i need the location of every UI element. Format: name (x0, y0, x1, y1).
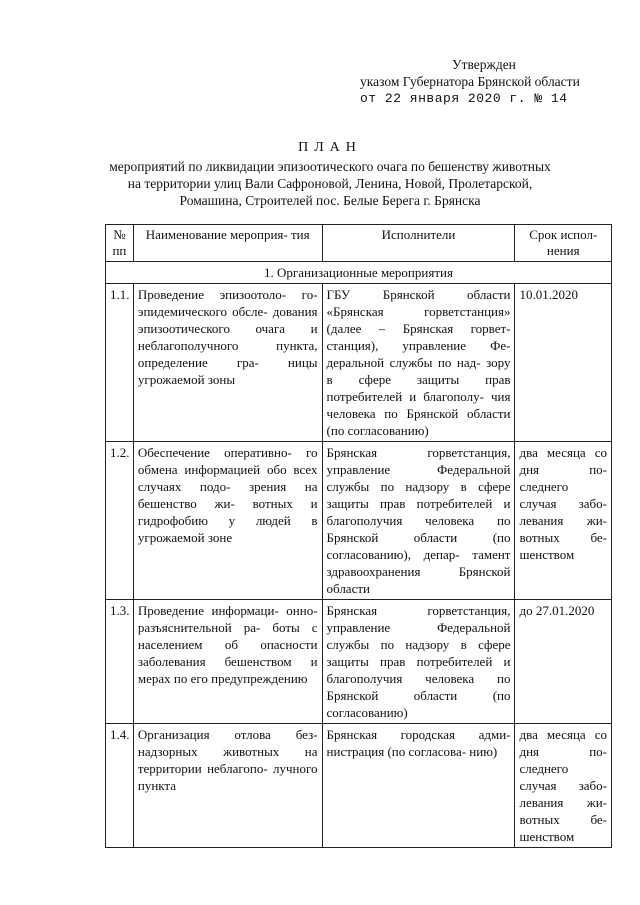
row-executors: Брянская горветстанция, управление Федеральной службы по надзору в сфере защиты прав потребителей и благополучия человека по Брянской области (по согласованию), депар- тамент здравоохранения Брянской области (322, 442, 515, 600)
approval-line-date-number: от 22 января 2020 г. № 14 (360, 91, 568, 106)
table-row (106, 724, 612, 848)
table-row (106, 442, 612, 600)
row-executors: Брянская горветстанция, управление Федеральной службы по надзору в сфере защиты прав потребителей и благополучия человека по Брянской области (по согласованию) (322, 600, 515, 724)
subtitle-line-1: мероприятий по ликвидации эпизоотического очага по бешенству животных (109, 159, 551, 174)
approval-line-decree: указом Губернатора Брянской области (360, 74, 580, 89)
plan-table (105, 224, 612, 848)
row-name: Проведение информаци- онно-разъяснительной ра- боты с населением об опасности заболевания бешенством и мерах по его предупреждению (133, 600, 322, 724)
row-name: Организация отлова без- надзорных животных на территории неблагопо- лучного пункта (133, 724, 322, 848)
row-name: Проведение эпизоотоло- го-эпидемического обсле- дования эпизоотического очага и неблагополучного пункта, определение гра- ницы угрожаемой зоны (133, 284, 322, 442)
row-num: 1.3. (106, 600, 134, 724)
row-term: два месяца со дня по- следнего случая забо- левания жи- вотных бе- шенством (515, 442, 612, 600)
section-row (106, 262, 612, 284)
row-name: Обеспечение оперативно- го обмена информацией обо всех случаях подо- зрения на бешенство жи- вотных и гидрофобию у людей в угрожаемой зоне (133, 442, 322, 600)
subtitle-line-2: на территории улиц Вали Сафроновой, Ленина, Новой, Пролетарской, (127, 176, 533, 191)
row-num: 1.1. (106, 284, 134, 442)
document-subtitle (90, 158, 570, 209)
subtitle-line-3: Ромашина, Строителей пос. Белые Берега г. Брянска (179, 193, 481, 208)
header-term: Срок испол- нения (515, 225, 612, 262)
table-header-row (106, 225, 612, 262)
table-row (106, 284, 612, 442)
row-executors: Брянская городская адми- нистрация (по согласова- нию) (322, 724, 515, 848)
section-title: 1. Организационные мероприятия (106, 262, 612, 284)
table-row (106, 600, 612, 724)
approval-stamp (360, 56, 630, 107)
row-term: до 27.01.2020 (515, 600, 612, 724)
document-title: ПЛАН (298, 140, 362, 155)
row-term: 10.01.2020 (515, 284, 612, 442)
header-executors: Исполнители (322, 225, 515, 262)
row-term: два месяца со дня по- следнего случая забо- левания жи- вотных бе- шенством (515, 724, 612, 848)
row-executors: ГБУ Брянской области «Брянская горветстанция» (далее – Брянская горвет- станция), управление Фе- деральной службы по над- зору в сфере защиты прав потребителей и благополу- чия человека по Брянской области (по согласованию) (322, 284, 515, 442)
header-num: № пп (106, 225, 134, 262)
approval-line-approved: Утвержден (452, 57, 516, 72)
header-name: Наименование мероприя- тия (133, 225, 322, 262)
row-num: 1.2. (106, 442, 134, 600)
row-num: 1.4. (106, 724, 134, 848)
